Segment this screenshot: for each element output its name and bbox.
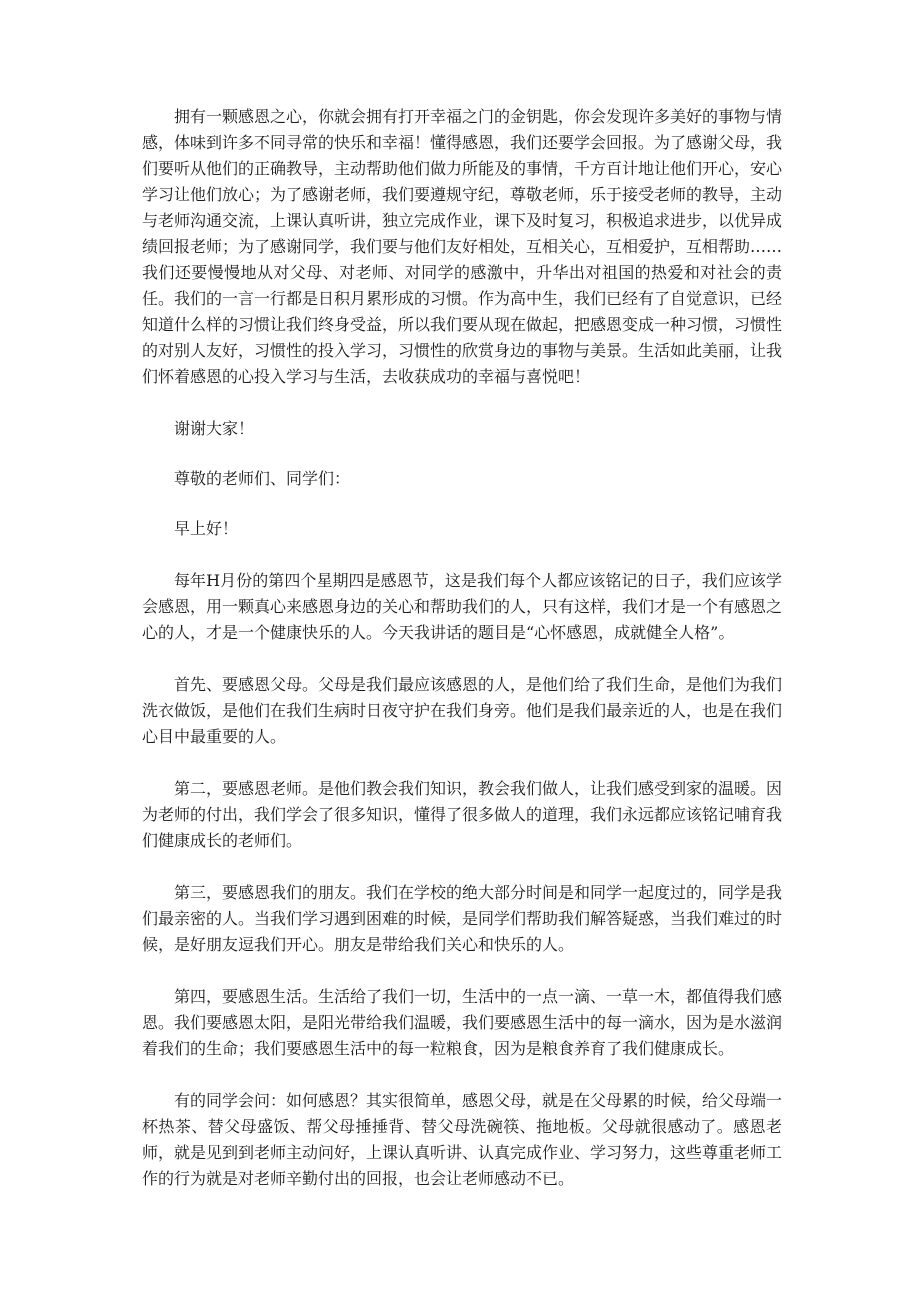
paragraph-thank-teachers: 第二，要感恩老师。是他们教会我们知识，教会我们做人，让我们感受到家的温暖。因为老师的付出，我们学会了很多知识，懂得了很多做人的道理，我们永远都应该铭记哺育我们健康成长的老师们。 xyxy=(142,779,783,850)
paragraph-how-to-thank: 有的同学会问：如何感恩？其实很简单，感恩父母，就是在父母累的时候，给父母端一杯热茶、替父母盛饭、帮父母捶捶背、替父母洗碗筷、拖地板。父母就很感动了。感恩老师，就是见到到老师主动问好，上课认真听讲、认真完成作业、学习努力，这些尊重老师工作的行为就是对老师辛勤付出的回报，也会让老师感动不已。 xyxy=(142,1091,783,1188)
paragraph-thanks: 谢谢大家！ xyxy=(174,419,255,438)
paragraph-thanksgiving-intro: 每年H月份的第四个星期四是感恩节，这是我们每个人都应该铭记的日子，我们应该学会感恩，用一颗真心来感恩身边的关心和帮助我们的人，只有这样，我们才是一个有感恩之心的人，才是一个健康快乐的人。今天我讲话的题目是“心怀感恩，成就健全人格”。 xyxy=(142,571,783,642)
paragraph-thank-parents: 首先、要感恩父母。父母是我们最应该感恩的人，是他们给了我们生命，是他们为我们洗衣做饭，是他们在我们生病时日夜守护在我们身旁。他们是我们最亲近的人，也是在我们心目中最重要的人。 xyxy=(142,675,783,746)
paragraph-greeting: 早上好！ xyxy=(174,519,239,538)
document-page xyxy=(142,104,782,1192)
paragraph-thank-friends: 第三，要感恩我们的朋友。我们在学校的绝大部分时间是和同学一起度过的，同学是我们最亲密的人。当我们学习遇到困难的时候，是同学们帮助我们解答疑惑，当我们难过的时候，是好朋友逗我们开心。朋友是带给我们关心和快乐的人。 xyxy=(142,883,783,954)
paragraph-salutation: 尊敬的老师们、同学们： xyxy=(174,469,351,488)
paragraph-gratitude-habit: 拥有一颗感恩之心，你就会拥有打开幸福之门的金钥匙，你会发现许多美好的事物与情感，体味到许多不同寻常的快乐和幸福！懂得感恩，我们还要学会回报。为了感谢父母，我们要听从他们的正确教导，主动帮助他们做力所能及的事情，千方百计地让他们开心，安心学习让他们放心；为了感谢老师，我们要遵规守纪，尊敬老师，乐于接受老师的教导，主动与老师沟通交流，上课认真听讲，独立完成作业，课下及时复习，积极追求进步，以优异成绩回报老师；为了感谢同学，我们要与他们友好相处，互相关心，互相爱护，互相帮助……我们还要慢慢地从对父母、对老师、对同学的感激中，升华出对祖国的热爱和对社会的责任。我们的一言一行都是日积月累形成的习惯。作为高中生，我们已经有了自觉意识，已经知道什么样的习惯让我们终身受益，所以我们要从现在做起，把感恩变成一种习惯，习惯性的对别人友好，习惯性的投入学习，习惯性的欣赏身边的事物与美景。生活如此美丽，让我们怀着感恩的心投入学习与生活，去收获成功的幸福与喜悦吧！ xyxy=(142,107,783,386)
paragraph-thank-life: 第四，要感恩生活。生活给了我们一切，生活中的一点一滴、一草一木，都值得我们感恩。我们要感恩太阳，是阳光带给我们温暖，我们要感恩生活中的每一滴水，因为是水滋润着我们的生命；我们要感恩生活中的每一粒粮食，因为是粮食养育了我们健康成长。 xyxy=(142,987,783,1058)
